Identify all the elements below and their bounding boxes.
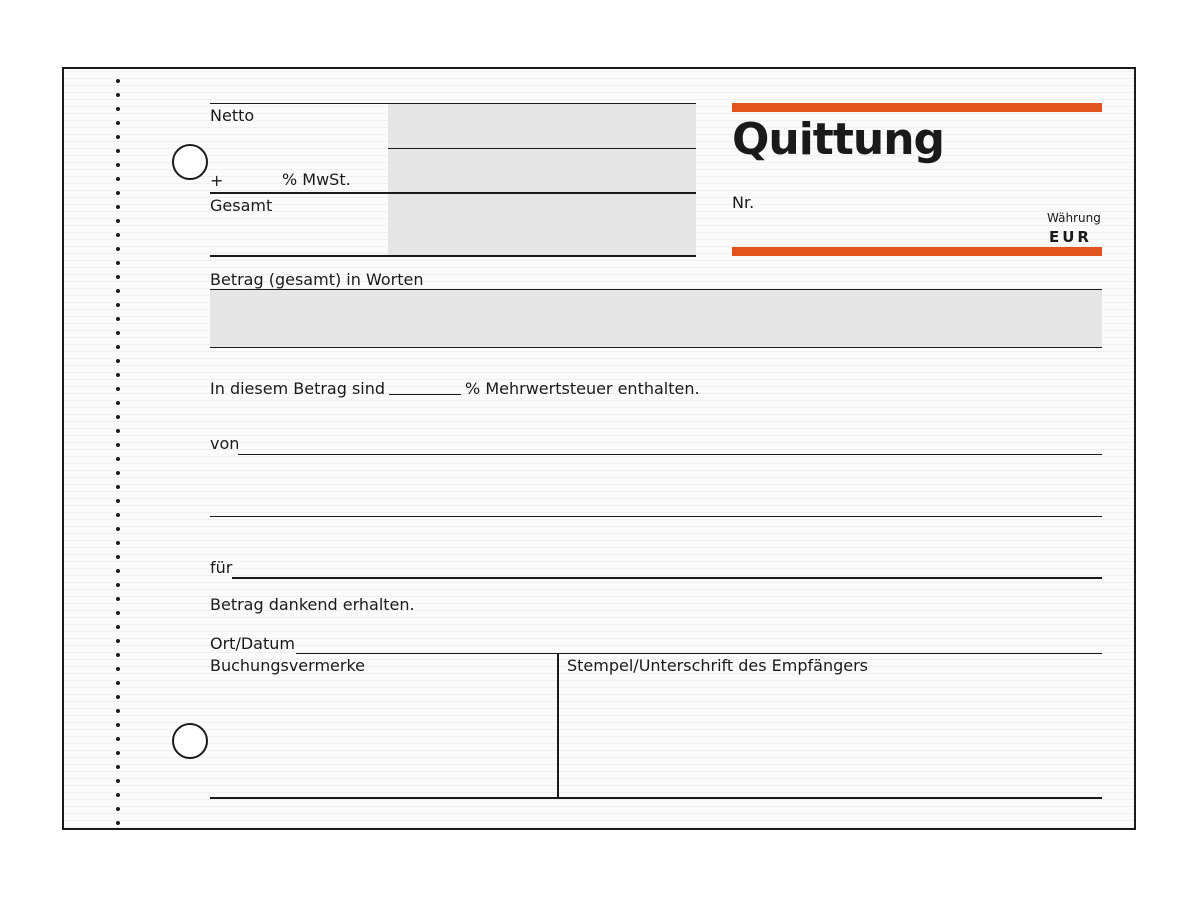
receipt-form (62, 67, 1136, 830)
amount-shade (388, 104, 696, 255)
nr-label: Nr. (732, 193, 755, 212)
von-second-line[interactable] (210, 516, 1102, 517)
currency-value: EUR (1049, 228, 1092, 246)
mwst-line (210, 192, 696, 194)
bottom-divider (557, 653, 559, 797)
perforation-line (115, 74, 121, 829)
netto-top-line (210, 103, 696, 104)
currency-label: Währung (1047, 211, 1101, 225)
amount-words-field[interactable] (210, 290, 1102, 347)
plus-sign: + (210, 171, 224, 190)
vat-sentence (210, 380, 700, 398)
netto-label: Netto (210, 106, 255, 125)
gesamt-line (210, 255, 696, 257)
amount-words-label: Betrag (gesamt) in Worten (210, 270, 424, 289)
buchungsvermerke-label: Buchungsvermerke (210, 656, 365, 675)
stempel-label: Stempel/Unterschrift des Empfängers (567, 656, 869, 675)
von-line[interactable] (238, 454, 1102, 455)
vat-sentence-suffix: % Mehrwertsteuer enthalten. (465, 379, 700, 398)
amount-words-bottom-line (210, 347, 1102, 348)
received-text: Betrag dankend erhalten. (210, 595, 415, 614)
title-bar-bottom (732, 247, 1102, 256)
fuer-label: für (210, 558, 233, 577)
gesamt-label: Gesamt (210, 196, 273, 215)
mwst-label: % MwSt. (282, 170, 351, 189)
ort-datum-line[interactable] (296, 653, 1102, 654)
title-bar-top (732, 103, 1102, 112)
page-title: Quittung (732, 114, 945, 165)
punch-hole-bottom (172, 723, 208, 759)
vat-sentence-prefix: In diesem Betrag sind (210, 379, 386, 398)
von-label: von (210, 434, 240, 453)
vat-percent-blank[interactable] (389, 394, 461, 395)
fuer-line[interactable] (232, 577, 1102, 579)
bottom-line (210, 797, 1102, 799)
netto-value-line (388, 148, 696, 149)
ort-datum-label: Ort/Datum (210, 634, 295, 653)
punch-hole-top (172, 144, 208, 180)
